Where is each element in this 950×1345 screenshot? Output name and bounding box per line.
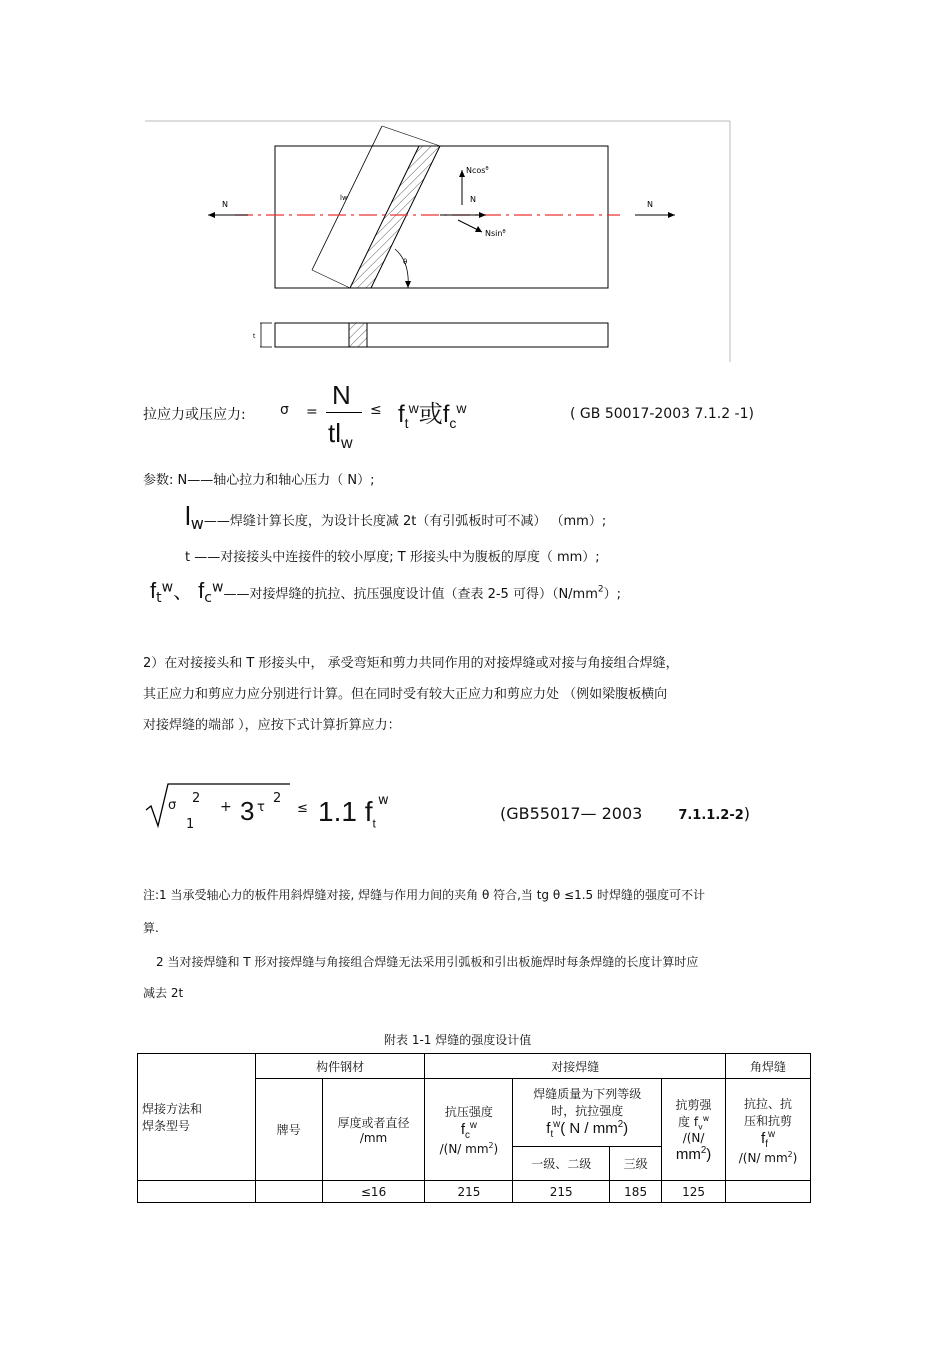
table-cell: 125 (662, 1181, 726, 1203)
lw-label: lw (340, 194, 348, 202)
formula2-sup1: 2 (192, 791, 201, 806)
formula2-leq: ≤ (297, 801, 308, 816)
formula2-plus: + (220, 799, 232, 815)
formula1-ref: ( GB 50017-2003 7.1.2 -1) (570, 406, 754, 422)
header-butt-weld: 对接焊缝 (425, 1054, 726, 1079)
header-thickness: 厚度或者直径 /mm (322, 1079, 425, 1181)
note1-line2: 算. (143, 921, 159, 935)
para2-line2: 其正应力和剪应力应分别进行计算。但在同时受有较大正应力和剪应力处 （例如梁腹板横向 (143, 687, 668, 702)
formula2-rhs: 1.1 $f_t$ (318, 796, 376, 831)
para2-line3: 对接焊缝的端部 ），应按下式计算折算应力： (143, 718, 401, 733)
params-intro: 参数: N——轴心拉力和轴心压力（ N）; (143, 473, 375, 488)
ncos-label: Ncos$^\theta$ (466, 166, 489, 175)
formula2-ref: (GB55017— 2003 7.1.1.2-2) (500, 804, 751, 823)
plate-outline (275, 146, 608, 288)
note1-line1: 注:1 当承受轴心力的板件用斜焊缝对接, 焊缝与作用力间的夹角 θ 符合,当 tg θ ≤1.5 时焊缝的强度可不计 (143, 888, 705, 902)
header-grade: 牌号 (255, 1079, 322, 1181)
force-right-label: N (647, 200, 653, 209)
note2-line2: 减去 2t (143, 986, 184, 1000)
table-cell (138, 1181, 256, 1203)
theta-label: θ (403, 258, 408, 266)
formula1-leq: ≤ (370, 402, 382, 418)
formula2-sigma: σ (168, 798, 177, 813)
section-outline (275, 323, 608, 347)
header-compression: 抗压强度 $f_c^w$ /(N/ $mm^2$) (425, 1079, 513, 1181)
formula2-sup2: 2 (273, 791, 282, 806)
formula2-sup-w: w (378, 793, 389, 808)
table-cell: 215 (513, 1181, 610, 1203)
fraction-bar (326, 412, 362, 413)
formula2-three: 3 (240, 796, 255, 826)
t-label: t (253, 333, 256, 340)
formula2-sub1: 1 (186, 817, 195, 832)
formula1-sigma: σ (280, 402, 289, 418)
formula1-denominator: $tl_w$ (328, 418, 353, 453)
params-f-line: $f_t^w$、 $f_c^w——$对接焊缝的抗拉、抗压强度设计值（查表 2-5 可得）$(N/mm^2)$; (150, 578, 622, 607)
params-lw-line: $l_w——$焊缝计算长度，为设计长度减 2t（有引弧板时可不减） （mm）; (185, 501, 607, 534)
table-cell (255, 1181, 322, 1203)
force-left-label: N (222, 200, 228, 209)
formula1-label: 拉应力或压应力: (143, 407, 246, 423)
formula2-tau: τ (257, 800, 265, 815)
weld-seam (350, 146, 440, 288)
table-cell (726, 1181, 811, 1203)
formula1-rhs: $f_t^w$或$f_c^w$ (398, 400, 467, 431)
table-caption: 附表 1-1 焊缝的强度设计值 (384, 1033, 532, 1047)
section-weld (349, 323, 367, 347)
para2-line1: 2）在对接接头和 T 形接头中， 承受弯矩和剪力共同作用的对接焊缝或对接与角接组合焊缝， (143, 656, 679, 671)
table-cell: 215 (425, 1181, 513, 1203)
header-shear: 抗剪强 度 $f_v^w$ /(N/ $mm^2$) (662, 1079, 726, 1181)
formula1-eq: = (306, 404, 318, 420)
table-cell: ≤16 (322, 1181, 425, 1203)
weld-strength-table (137, 1053, 811, 1203)
sqrt-sign (144, 780, 294, 830)
formula1-numerator: N (332, 380, 351, 410)
force-center-label: N (470, 195, 476, 204)
header-fillet-weld: 角焊缝 (726, 1054, 811, 1079)
header-grade3: 三级 (610, 1147, 662, 1181)
header-steel: 构件钢材 (255, 1054, 425, 1079)
header-grade12: 一级、二级 (513, 1147, 610, 1181)
params-t-line: t ——对接接头中连接件的较小厚度; T 形接头中为腹板的厚度（ mm）; (185, 550, 600, 565)
table-cell: 185 (610, 1181, 662, 1203)
header-method: 焊接方法和 焊条型号 (138, 1054, 256, 1181)
note2-line1: 2 当对接焊缝和 T 形对接焊缝与角接组合焊缝无法采用引弧板和引出板施焊时每条焊缝的长度计算时应 (156, 955, 699, 969)
header-tension: 焊缝质量为下列等级 时，抗拉强度 $f_t^w$( N / $mm^2$) (513, 1079, 662, 1147)
weld-diagram (0, 0, 950, 370)
nsin-label: Nsin$^\theta$ (485, 229, 506, 238)
header-fillet-strength: 抗拉、抗 压和抗剪 $f_f^w$ /(N/ $mm^2$) (726, 1079, 811, 1181)
